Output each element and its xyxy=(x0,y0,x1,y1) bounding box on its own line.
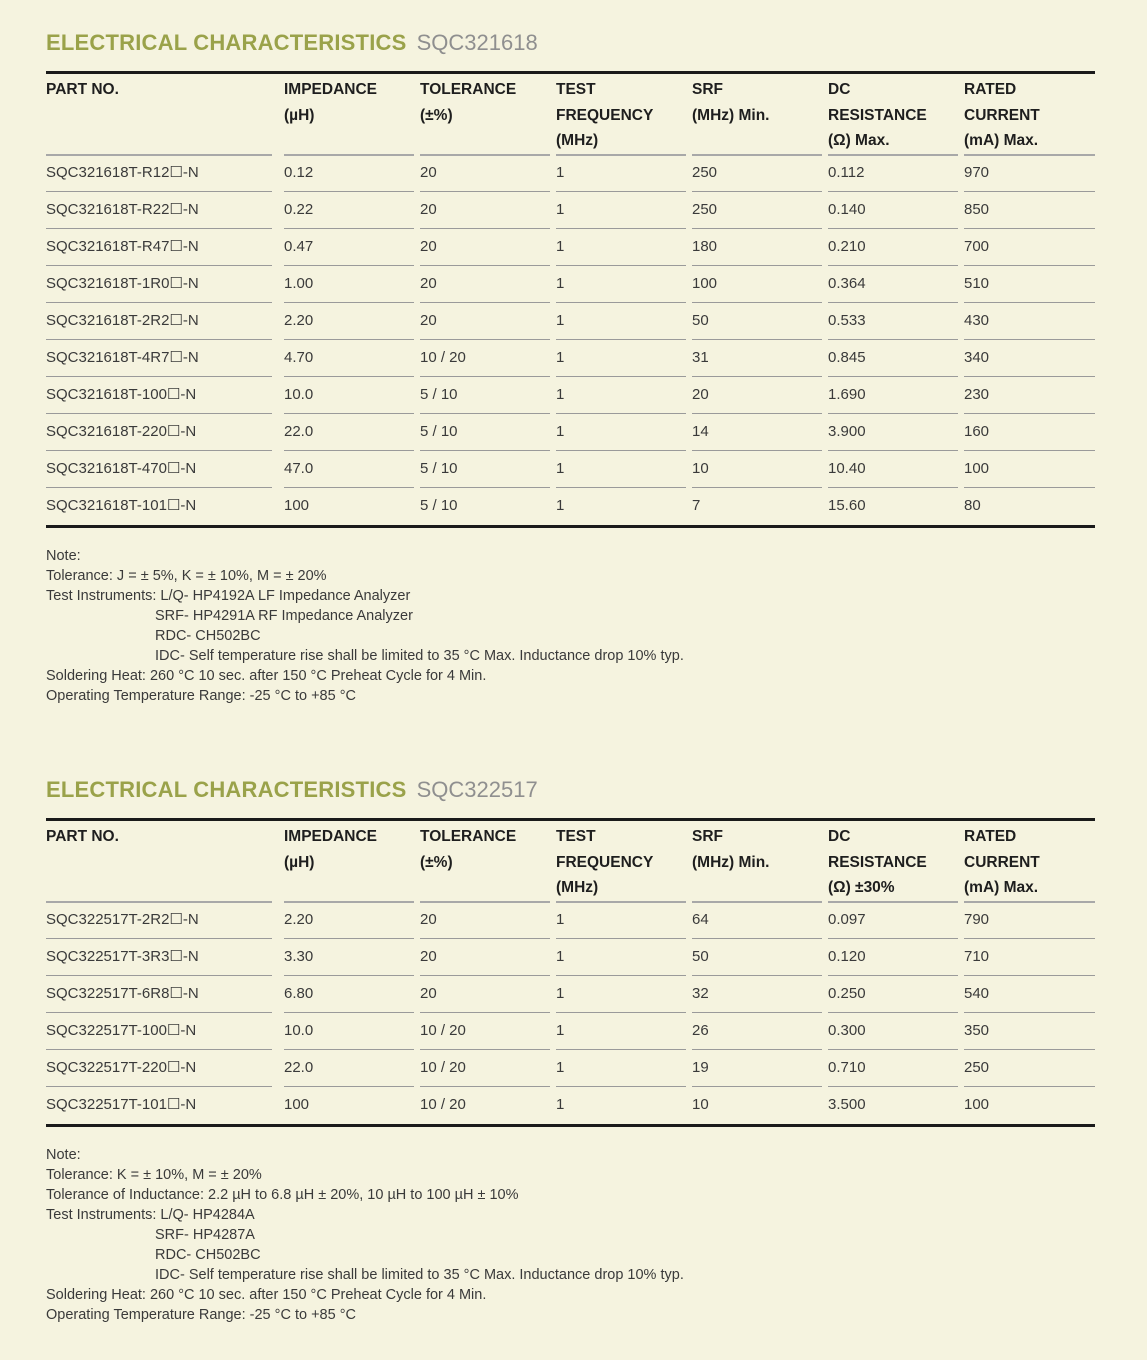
cell-tolerance: 10 / 20 xyxy=(420,1022,466,1039)
cell-part-no: SQC321618T-101☐-N xyxy=(46,497,197,514)
cell-test-frequency: 1 xyxy=(556,1059,565,1076)
header-line: (MHz) xyxy=(556,132,599,149)
header-rated-current xyxy=(964,824,1040,901)
cell-dc-resistance: 0.140 xyxy=(828,201,866,218)
cell-srf: 10 xyxy=(692,1096,709,1113)
header-line: RATED xyxy=(964,81,1017,98)
cell-tolerance: 5 / 10 xyxy=(420,423,458,440)
cell-srf: 10 xyxy=(692,460,709,477)
table-body xyxy=(46,155,1095,525)
cell-rated-current: 160 xyxy=(964,423,990,440)
cell-rated-current: 430 xyxy=(964,312,990,329)
cell-part-no: SQC322517T-6R8☐-N xyxy=(46,985,199,1002)
note-line: RDC- CH502BC xyxy=(155,1247,261,1263)
cell-dc-resistance: 0.120 xyxy=(828,948,866,965)
cell-dc-resistance: 3.900 xyxy=(828,423,866,440)
cell-test-frequency: 1 xyxy=(556,275,565,292)
header-line: RESISTANCE xyxy=(828,853,927,871)
header-line: (±%) xyxy=(420,853,453,871)
cell-part-no: SQC322517T-100☐-N xyxy=(46,1022,197,1039)
cell-rated-current: 700 xyxy=(964,238,990,255)
cell-srf: 100 xyxy=(692,275,718,292)
electrical-characteristics-sqc322517 xyxy=(46,775,1095,1323)
header-line: CURRENT xyxy=(964,853,1040,871)
cell-impedance: 10.0 xyxy=(284,1022,314,1039)
cell-rated-current: 510 xyxy=(964,275,990,292)
table-row xyxy=(46,229,1095,266)
cell-srf: 180 xyxy=(692,238,718,255)
table-row xyxy=(46,155,1095,192)
header-line: DC xyxy=(828,81,851,98)
header-line: SRF xyxy=(692,828,723,845)
cell-impedance: 1.00 xyxy=(284,275,314,292)
table-top-rule xyxy=(46,71,1095,74)
header-srf xyxy=(692,824,769,875)
cell-test-frequency: 1 xyxy=(556,1096,565,1113)
cell-part-no: SQC321618T-R12☐-N xyxy=(46,164,199,181)
cell-impedance: 0.47 xyxy=(284,238,314,255)
cell-rated-current: 970 xyxy=(964,164,990,181)
header-separator xyxy=(46,154,272,156)
cell-rated-current: 850 xyxy=(964,201,990,218)
cell-dc-resistance: 0.210 xyxy=(828,238,866,255)
note-line: Operating Temperature Range: -25 °C to +85 °C xyxy=(46,688,356,704)
header-separator xyxy=(692,154,822,156)
header-rated-current xyxy=(964,77,1040,154)
note-line: IDC- Self temperature rise shall be limited to 35 °C Max. Inductance drop 10% typ. xyxy=(155,1267,684,1283)
cell-srf: 64 xyxy=(692,911,709,928)
cell-part-no: SQC322517T-2R2☐-N xyxy=(46,911,199,928)
header-line: IMPEDANCE xyxy=(284,828,378,845)
table-row xyxy=(46,902,1095,939)
table-row xyxy=(46,1087,1095,1124)
cell-rated-current: 540 xyxy=(964,985,990,1002)
header-separator xyxy=(964,901,1095,903)
header-part-no xyxy=(46,77,119,103)
header-separator xyxy=(964,154,1095,156)
header-line: TEST xyxy=(556,828,596,845)
note-line: Note: xyxy=(46,1147,81,1163)
cell-srf: 7 xyxy=(692,497,701,514)
header-line: PART NO. xyxy=(46,81,119,98)
cell-dc-resistance: 1.690 xyxy=(828,386,866,403)
cell-rated-current: 710 xyxy=(964,948,990,965)
cell-tolerance: 10 / 20 xyxy=(420,1059,466,1076)
cell-part-no: SQC322517T-220☐-N xyxy=(46,1059,197,1076)
cell-tolerance: 5 / 10 xyxy=(420,386,458,403)
cell-tolerance: 20 xyxy=(420,911,437,928)
cell-part-no: SQC321618T-2R2☐-N xyxy=(46,312,199,329)
cell-srf: 32 xyxy=(692,985,709,1002)
table-top-rule xyxy=(46,818,1095,821)
cell-tolerance: 5 / 10 xyxy=(420,460,458,477)
header-line: (MHz) xyxy=(556,879,599,896)
table-row xyxy=(46,976,1095,1013)
cell-impedance: 4.70 xyxy=(284,349,314,366)
cell-test-frequency: 1 xyxy=(556,423,565,440)
note-line: IDC- Self temperature rise shall be limited to 35 °C Max. Inductance drop 10% typ. xyxy=(155,648,684,664)
section-heading xyxy=(46,775,1095,809)
cell-tolerance: 10 / 20 xyxy=(420,1096,466,1113)
header-test-frequency xyxy=(556,77,653,154)
cell-part-no: SQC321618T-R47☐-N xyxy=(46,238,199,255)
cell-test-frequency: 1 xyxy=(556,985,565,1002)
cell-test-frequency: 1 xyxy=(556,201,565,218)
cell-test-frequency: 1 xyxy=(556,948,565,965)
header-separator xyxy=(284,901,414,903)
cell-impedance: 2.20 xyxy=(284,911,314,928)
header-tolerance xyxy=(420,77,516,128)
header-separator xyxy=(692,901,822,903)
table-bottom-rule xyxy=(46,525,1095,528)
header-part-no xyxy=(46,824,119,850)
cell-rated-current: 340 xyxy=(964,349,990,366)
header-line: FREQUENCY xyxy=(556,853,654,871)
section-model: SQC322517 xyxy=(416,777,538,802)
note-line: Tolerance: J = ± 5%, K = ± 10%, M = ± 20% xyxy=(46,568,327,584)
section-heading xyxy=(46,28,1095,62)
note-line: Operating Temperature Range: -25 °C to +85 °C xyxy=(46,1307,356,1323)
table-row xyxy=(46,340,1095,377)
cell-test-frequency: 1 xyxy=(556,497,565,514)
table-body xyxy=(46,902,1095,1124)
cell-test-frequency: 1 xyxy=(556,911,565,928)
header-line: (±%) xyxy=(420,106,453,124)
table-row xyxy=(46,1050,1095,1087)
header-line: TEST xyxy=(556,81,596,98)
note-line: Soldering Heat: 260 °C 10 sec. after 150 °C Preheat Cycle for 4 Min. xyxy=(46,668,487,684)
cell-srf: 250 xyxy=(692,201,718,218)
cell-test-frequency: 1 xyxy=(556,238,565,255)
header-line: (MHz) Min. xyxy=(692,853,770,871)
cell-impedance: 0.22 xyxy=(284,201,314,218)
section-model: SQC321618 xyxy=(416,30,538,55)
table-row xyxy=(46,488,1095,525)
cell-dc-resistance: 0.250 xyxy=(828,985,866,1002)
cell-srf: 14 xyxy=(692,423,709,440)
cell-test-frequency: 1 xyxy=(556,312,565,329)
header-separator xyxy=(46,901,272,903)
table-bottom-rule xyxy=(46,1124,1095,1127)
table-row xyxy=(46,266,1095,303)
cell-rated-current: 80 xyxy=(964,497,981,514)
cell-part-no: SQC321618T-4R7☐-N xyxy=(46,349,199,366)
cell-impedance: 100 xyxy=(284,497,310,514)
header-dc-resistance xyxy=(828,77,927,154)
cell-dc-resistance: 0.112 xyxy=(828,164,865,181)
cell-srf: 19 xyxy=(692,1059,709,1076)
cell-impedance: 22.0 xyxy=(284,423,314,440)
cell-dc-resistance: 0.710 xyxy=(828,1059,866,1076)
table-header xyxy=(46,824,1095,904)
header-separator xyxy=(828,901,958,903)
table-header xyxy=(46,77,1095,157)
note-line: SRF- HP4287A xyxy=(155,1227,255,1243)
table-row xyxy=(46,1013,1095,1050)
cell-impedance: 2.20 xyxy=(284,312,314,329)
section-title: ELECTRICAL CHARACTERISTICS xyxy=(46,777,407,802)
cell-impedance: 22.0 xyxy=(284,1059,314,1076)
cell-srf: 26 xyxy=(692,1022,709,1039)
cell-srf: 50 xyxy=(692,948,709,965)
cell-dc-resistance: 3.500 xyxy=(828,1096,866,1113)
header-line: (mA) Max. xyxy=(964,879,1039,896)
cell-impedance: 47.0 xyxy=(284,460,314,477)
header-impedance xyxy=(284,77,377,128)
table-row xyxy=(46,377,1095,414)
header-separator xyxy=(420,154,550,156)
header-impedance xyxy=(284,824,377,875)
header-line: (Ω) ±30% xyxy=(828,879,895,896)
cell-dc-resistance: 10.40 xyxy=(828,460,866,477)
note-line: Test Instruments: L/Q- HP4284A xyxy=(46,1207,255,1223)
header-line: IMPEDANCE xyxy=(284,81,378,98)
table-row xyxy=(46,451,1095,488)
cell-dc-resistance: 0.533 xyxy=(828,312,866,329)
cell-rated-current: 230 xyxy=(964,386,990,403)
table-row xyxy=(46,939,1095,976)
cell-rated-current: 790 xyxy=(964,911,990,928)
cell-rated-current: 100 xyxy=(964,460,990,477)
cell-tolerance: 20 xyxy=(420,312,437,329)
notes-block xyxy=(46,1145,684,1325)
cell-srf: 250 xyxy=(692,164,718,181)
cell-impedance: 10.0 xyxy=(284,386,314,403)
table-row xyxy=(46,192,1095,229)
header-line: (MHz) Min. xyxy=(692,106,770,124)
header-line: TOLERANCE xyxy=(420,81,517,98)
electrical-characteristics-sqc321618 xyxy=(46,28,1095,704)
cell-test-frequency: 1 xyxy=(556,386,565,403)
note-line: RDC- CH502BC xyxy=(155,628,261,644)
table-row xyxy=(46,303,1095,340)
cell-impedance: 0.12 xyxy=(284,164,314,181)
cell-tolerance: 20 xyxy=(420,275,437,292)
cell-dc-resistance: 0.097 xyxy=(828,911,866,928)
cell-srf: 20 xyxy=(692,386,709,403)
header-line: (Ω) Max. xyxy=(828,132,890,149)
header-separator xyxy=(556,154,686,156)
cell-test-frequency: 1 xyxy=(556,460,565,477)
cell-dc-resistance: 0.364 xyxy=(828,275,866,292)
header-line: DC xyxy=(828,828,851,845)
header-line: SRF xyxy=(692,81,723,98)
cell-part-no: SQC322517T-3R3☐-N xyxy=(46,948,199,965)
cell-test-frequency: 1 xyxy=(556,164,565,181)
cell-impedance: 6.80 xyxy=(284,985,314,1002)
table-row xyxy=(46,414,1095,451)
header-separator xyxy=(420,901,550,903)
header-line: RATED xyxy=(964,828,1017,845)
cell-part-no: SQC321618T-470☐-N xyxy=(46,460,197,477)
header-separator xyxy=(828,154,958,156)
cell-part-no: SQC321618T-R22☐-N xyxy=(46,201,199,218)
header-line: (mA) Max. xyxy=(964,132,1039,149)
cell-impedance: 100 xyxy=(284,1096,310,1113)
cell-part-no: SQC321618T-1R0☐-N xyxy=(46,275,199,292)
cell-part-no: SQC322517T-101☐-N xyxy=(46,1096,197,1113)
cell-tolerance: 5 / 10 xyxy=(420,497,458,514)
header-srf xyxy=(692,77,769,128)
cell-impedance: 3.30 xyxy=(284,948,314,965)
cell-rated-current: 250 xyxy=(964,1059,990,1076)
note-line: Soldering Heat: 260 °C 10 sec. after 150 °C Preheat Cycle for 4 Min. xyxy=(46,1287,487,1303)
header-line: CURRENT xyxy=(964,106,1040,124)
section-title: ELECTRICAL CHARACTERISTICS xyxy=(46,30,407,55)
cell-rated-current: 350 xyxy=(964,1022,990,1039)
header-line: RESISTANCE xyxy=(828,106,927,124)
header-separator xyxy=(284,154,414,156)
cell-tolerance: 20 xyxy=(420,985,437,1002)
note-line: Tolerance: K = ± 10%, M = ± 20% xyxy=(46,1167,262,1183)
cell-tolerance: 20 xyxy=(420,164,437,181)
note-line: Note: xyxy=(46,548,81,564)
header-tolerance xyxy=(420,824,516,875)
header-separator xyxy=(556,901,686,903)
note-line: Test Instruments: L/Q- HP4192A LF Impedance Analyzer xyxy=(46,588,411,604)
note-line: Tolerance of Inductance: 2.2 µH to 6.8 µH ± 20%, 10 µH to 100 µH ± 10% xyxy=(46,1187,519,1203)
note-line: SRF- HP4291A RF Impedance Analyzer xyxy=(155,608,413,624)
header-line: (µH) xyxy=(284,853,315,871)
cell-dc-resistance: 0.845 xyxy=(828,349,866,366)
header-line: PART NO. xyxy=(46,828,119,845)
cell-tolerance: 20 xyxy=(420,948,437,965)
header-line: FREQUENCY xyxy=(556,106,654,124)
cell-tolerance: 10 / 20 xyxy=(420,349,466,366)
cell-test-frequency: 1 xyxy=(556,349,565,366)
cell-test-frequency: 1 xyxy=(556,1022,565,1039)
cell-part-no: SQC321618T-220☐-N xyxy=(46,423,197,440)
header-test-frequency xyxy=(556,824,653,901)
cell-dc-resistance: 15.60 xyxy=(828,497,866,514)
cell-srf: 31 xyxy=(692,349,709,366)
header-line: TOLERANCE xyxy=(420,828,517,845)
cell-tolerance: 20 xyxy=(420,201,437,218)
cell-rated-current: 100 xyxy=(964,1096,990,1113)
notes-block xyxy=(46,546,684,706)
cell-tolerance: 20 xyxy=(420,238,437,255)
cell-srf: 50 xyxy=(692,312,709,329)
header-line: (µH) xyxy=(284,106,315,124)
cell-dc-resistance: 0.300 xyxy=(828,1022,866,1039)
header-dc-resistance xyxy=(828,824,927,901)
cell-part-no: SQC321618T-100☐-N xyxy=(46,386,197,403)
